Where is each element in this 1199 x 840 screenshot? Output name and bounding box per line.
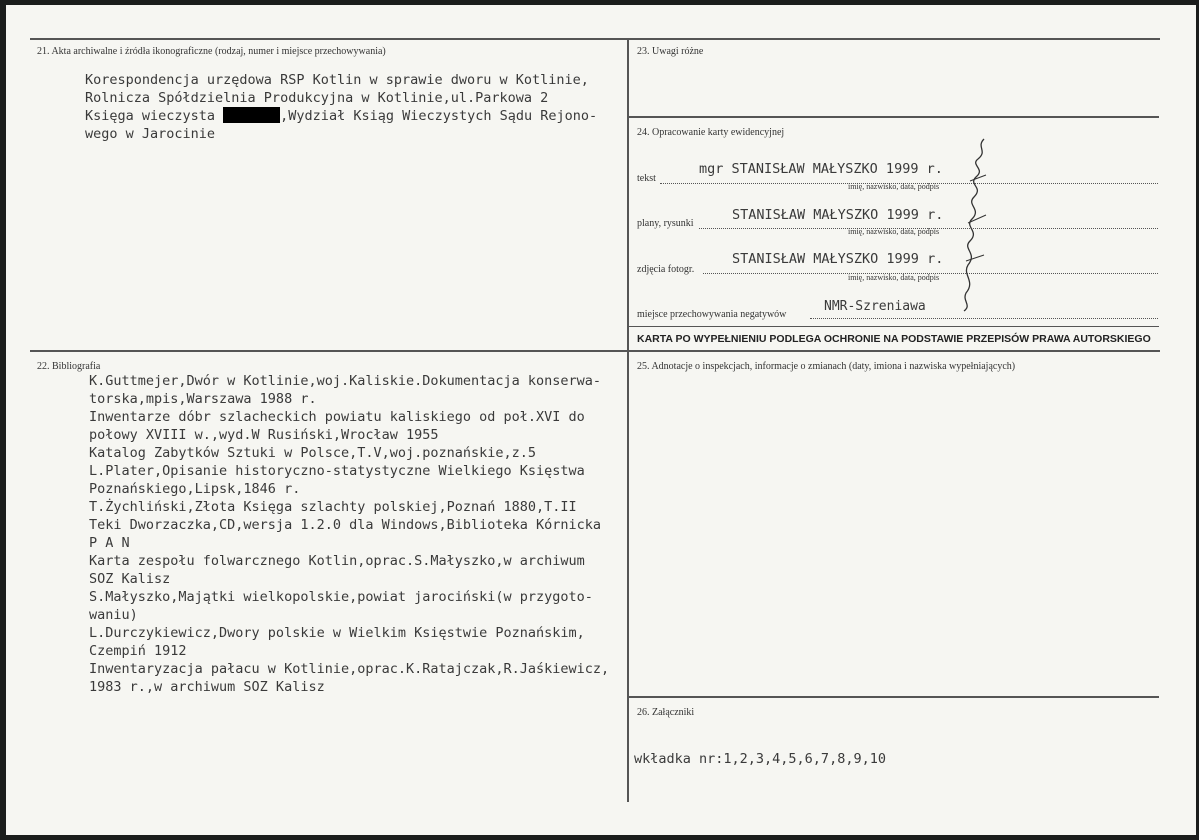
mid-divider [30,350,1160,352]
negatives-field-value: NMR-Szreniawa [824,299,926,314]
section-21-line-2: Rolnicza Spółdzielnia Produkcyjna w Kotlinie,ul.Parkowa 2 [85,90,549,106]
photos-field-value: STANISŁAW MAŁYSZKO 1999 r. [732,251,944,267]
text-field-value: mgr STANISŁAW MAŁYSZKO 1999 r. [699,161,943,177]
section-21-label: 21. Akta archiwalne i źródła ikonograficzne (rodzaj, numer i miejsce przechowywania) [37,46,386,57]
section-26-divider [629,696,1159,698]
top-border [30,38,1160,40]
section-26-label: 26. Załączniki [637,707,695,718]
copyright-notice: KARTA PO WYPEŁNIENIU PODLEGA OCHRONIE NA PODSTAWIE PRZEPISÓW PRAWA AUTORSKIEGO [637,333,1151,345]
photos-field-label: zdjęcia fotogr. [637,264,695,275]
section-24-label: 24. Opracowanie karty ewidencyjnej [637,127,785,138]
section-21-line-3 [85,107,597,125]
plans-field-hint: imię, nazwisko, data, podpis [848,227,940,236]
section-25-label: 25. Adnotacje o inspekcjach, informacje o zmianach (daty, imiona i nazwiska wypełniających) [637,361,1016,372]
vertical-divider [627,38,629,802]
attachments-value: wkładka nr:1,2,3,4,5,6,7,8,9,10 [634,751,886,767]
section-23-divider [629,116,1159,118]
plans-field-value: STANISŁAW MAŁYSZKO 1999 r. [732,207,944,223]
signature [956,135,996,315]
negatives-field-line [810,318,1158,319]
text-field-hint: imię, nazwisko, data, podpis [848,182,940,191]
photos-field-hint: imię, nazwisko, data, podpis [848,273,940,282]
notice-divider [629,326,1159,327]
section-22-label: 22. Bibliografia [37,361,101,372]
section-21-line-1: Korespondencja urzędowa RSP Kotlin w sprawie dworu w Kotlinie, [85,72,589,88]
section-23-label: 23. Uwagi różne [637,46,704,57]
section-21-line-3-a: Księga wieczysta [85,108,224,124]
redaction-box [223,107,280,123]
text-field-label: tekst [637,173,656,184]
plans-field-label: plany, rysunki [637,218,694,229]
negatives-field-label: miejsce przechowywania negatywów [637,309,787,320]
section-21-line-4: wego w Jarocinie [85,126,216,142]
record-card [6,5,1196,835]
section-21-line-3-b: ,Wydział Ksiąg Wieczystych Sądu Rejono- [280,108,598,124]
bibliography-text: K.Guttmejer,Dwór w Kotlinie,woj.Kaliskie.Dokumentacja konserwa- torska,mpis,Warszawa 1988 r. Inwentarze dóbr szlacheckich powiatu kaliskiego od poł.XVI do połowy XVIII w.,wyd.W Rusiński,Wrocław 1955 Katalog Zabytków Sztuki w Polsce,T.V,woj.poznańskie,z.5 L.Plater,Opisanie historyczno-statystyczne Wielkiego Księstwa Poznańskiego,Lipsk,1846 r. T.Żychliński,Złota Księga szlachty polskiej,Poznań 1880,T.II Teki Dworzaczka,CD,wersja 1.2.0 dla Windows,Biblioteka Kórnicka P A N Karta zespołu folwarcznego Kotlin,oprac.S.Małyszko,w archiwum SOZ Kalisz S.Małyszko,Majątki wielkopolskie,powiat jarociński(w przygoto- waniu) L.Durczykiewicz,Dwory polskie w Wielkim Księstwie Poznańskim, Czempiń 1912 Inwentaryzacja pałacu w Kotlinie,oprac.K.Ratajczak,R.Jaśkiewicz, 1983 r.,w archiwum SOZ Kalisz [89,373,610,695]
